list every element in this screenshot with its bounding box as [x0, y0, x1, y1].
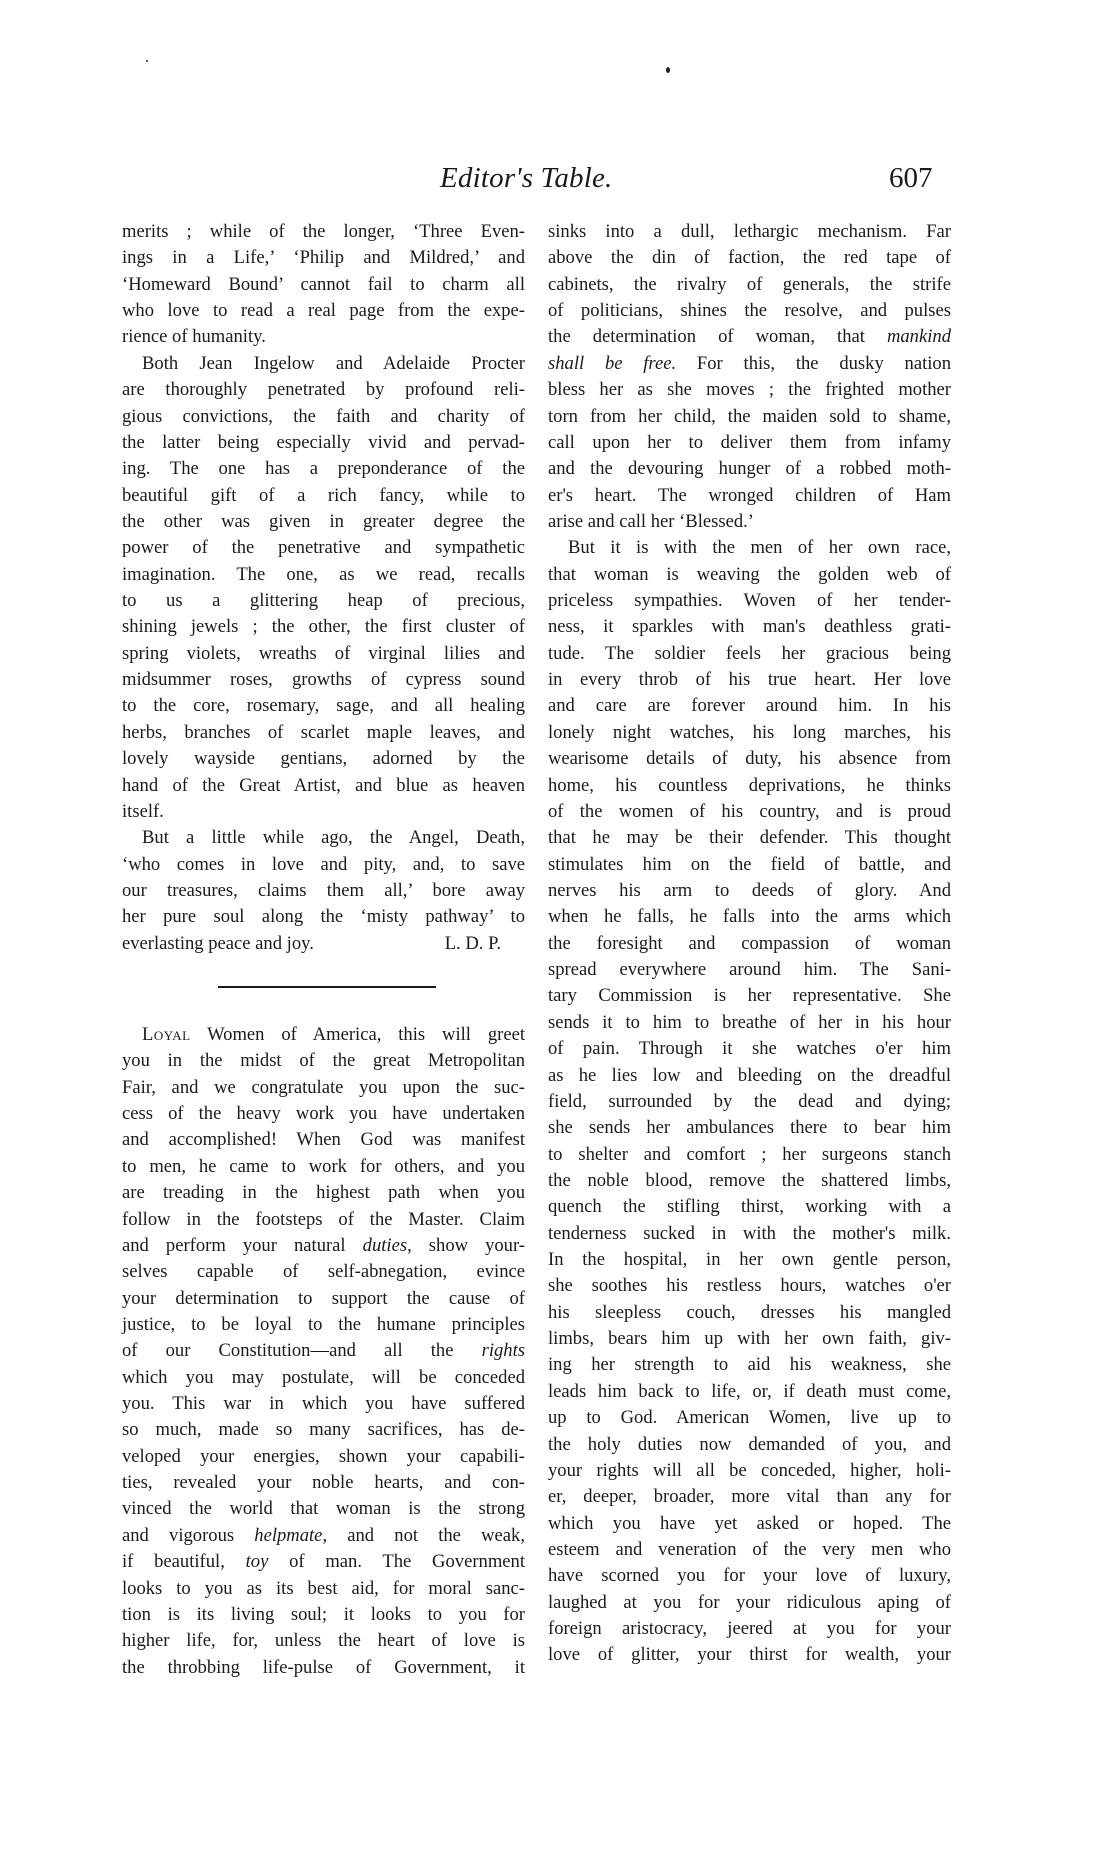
emphasis-toy: toy — [245, 1551, 269, 1573]
text-line: power of the penetrative and sympathetic — [122, 537, 525, 559]
text-line: follow in the footsteps of the Master. Claim — [122, 1208, 525, 1230]
paragraph-start: But a little while ago, the Angel, Death, — [142, 827, 525, 849]
text-line: sends it to him to breathe of her in his hour — [548, 1011, 951, 1033]
text-line: your rights will all be conceded, higher, holi- — [548, 1459, 951, 1481]
text-line: ness, it sparkles with man's deathless grati- — [548, 616, 951, 638]
text-line: to us a glittering heap of precious, — [122, 590, 525, 612]
text-line: have scorned you for your love of luxury, — [548, 1565, 951, 1587]
text-line: Fair, and we congratulate you upon the suc- — [122, 1076, 525, 1098]
scan-speck — [666, 67, 670, 73]
text-fragment: of man. The Government — [268, 1551, 526, 1573]
small-caps-lead: Loyal — [142, 1024, 191, 1045]
text-line: ties, revealed your noble hearts, and con- — [122, 1472, 525, 1494]
emphasis-shall-be-free: shall be free. — [548, 352, 677, 374]
text-line: ings in a Life,’ ‘Philip and Mildred,’ and — [122, 247, 525, 269]
author-initials: L. D. P. — [444, 932, 501, 954]
text-fragment: of our Constitution—and all the — [122, 1340, 482, 1362]
text-line: cess of the heavy work you have undertaken — [122, 1103, 525, 1125]
text-line: tion is its living soul; it looks to you for — [122, 1603, 525, 1625]
text-line: that he may be their defender. This thought — [548, 827, 951, 849]
signature-line — [122, 931, 525, 957]
text-line: when he falls, he falls into the arms which — [548, 906, 951, 928]
running-title: Editor's Table. — [440, 162, 613, 194]
text-line: quench the stifling thirst, working with a — [548, 1196, 951, 1218]
text-line: in every throb of his true heart. Her love — [548, 669, 951, 691]
text-line: the throbbing life-pulse of Government, it — [122, 1656, 525, 1678]
emphasis-helpmate: helpmate — [254, 1524, 323, 1546]
text-line: selves capable of self-abnegation, evince — [122, 1261, 525, 1283]
text-line: which you may postulate, will be conceded — [122, 1366, 525, 1388]
text-line: the holy duties now demanded of you, and — [548, 1433, 951, 1455]
text-line: justice, to be loyal to the humane principles — [122, 1313, 525, 1335]
text-line: leads him back to life, or, if death must come, — [548, 1380, 951, 1402]
text-line: tenderness sucked in with the mother's milk. — [548, 1222, 951, 1244]
text-line: esteem and veneration of the very men who — [548, 1538, 951, 1560]
text-line: as he lies low and bleeding on the dreadful — [548, 1064, 951, 1086]
text-line: lonely night watches, his long marches, his — [548, 721, 951, 743]
emphasis-mankind: mankind — [886, 326, 951, 348]
text-line: tary Commission is her representative. She — [548, 985, 951, 1007]
text-line: your determination to support the cause of — [122, 1287, 525, 1309]
text-line: torn from her child, the maiden sold to shame, — [548, 405, 951, 427]
text-line: she sends her ambulances there to bear him — [548, 1117, 951, 1139]
text-line: that woman is weaving the golden web of — [548, 563, 951, 585]
text-line: field, surrounded by the dead and dying; — [548, 1090, 951, 1112]
text-line: love of glitter, your thirst for wealth, your — [548, 1644, 951, 1666]
text-line: above the din of faction, the red tape of — [548, 247, 951, 269]
text-line: priceless sympathies. Woven of her tender- — [548, 590, 951, 612]
right-column — [548, 219, 951, 1669]
text-fragment: , show your- — [407, 1234, 525, 1256]
text-line: foreign aristocracy, jeered at you for your — [548, 1618, 951, 1640]
text-line: higher life, for, unless the heart of love is — [122, 1630, 525, 1652]
text-line: tude. The soldier feels her gracious being — [548, 642, 951, 664]
text-line: ing her strength to aid his weakness, she — [548, 1354, 951, 1376]
text-line — [122, 1338, 525, 1364]
text-line: er's heart. The wronged children of Ham — [548, 484, 951, 506]
page-number: 607 — [889, 162, 933, 194]
text-line: to men, he came to work for others, and you — [122, 1155, 525, 1177]
text-line: merits ; while of the longer, ‘Three Even- — [122, 221, 525, 242]
text-line: rience of humanity. — [122, 326, 266, 348]
paragraph-start — [122, 1022, 525, 1048]
text-line: arise and call her ‘Blessed.’ — [548, 510, 754, 532]
text-line: limbs, bears him up with her own faith, giv- — [548, 1328, 951, 1350]
left-column — [122, 219, 525, 957]
text-line: you in the midst of the great Metropolitan — [122, 1050, 525, 1072]
text-line: up to God. American Women, live up to — [548, 1407, 951, 1429]
text-line: the latter being especially vivid and pervad- — [122, 431, 525, 453]
text-line: the foresight and compassion of woman — [548, 932, 951, 954]
text-line: and accomplished! When God was manifest — [122, 1129, 525, 1151]
text-line: ‘who comes in love and pity, and, to save — [122, 853, 525, 875]
text-fragment: the determination of woman, that — [548, 326, 887, 348]
text-fragment: For this, the dusky nation — [676, 352, 951, 374]
text-line: and the devouring hunger of a robbed moth- — [548, 458, 951, 480]
text-line: her pure soul along the ‘misty pathway’ to — [122, 906, 525, 928]
text-line — [548, 324, 951, 350]
text-line: shining jewels ; the other, the first cluster of — [122, 616, 525, 638]
text-line: midsummer roses, growths of cypress sound — [122, 669, 525, 691]
text-line: the other was given in greater degree the — [122, 510, 525, 532]
text-line: ‘Homeward Bound’ cannot fail to charm all — [122, 273, 525, 295]
text-line: lovely wayside gentians, adorned by the — [122, 748, 525, 770]
text-fragment: if beautiful, — [122, 1551, 246, 1573]
text-line: home, his countless deprivations, he thinks — [548, 774, 951, 796]
text-line: who love to read a real page from the expe- — [122, 300, 525, 322]
text-fragment: Women of America, this will greet — [190, 1024, 525, 1045]
text-line: nerves his arm to deeds of glory. And — [548, 879, 951, 901]
text-line: and care are forever around him. In his — [548, 695, 951, 717]
text-line: bless her as she moves ; the frighted mother — [548, 379, 951, 401]
text-line: to shelter and comfort ; her surgeons stanch — [548, 1143, 951, 1165]
text-line: to the core, rosemary, sage, and all healing — [122, 695, 525, 717]
text-line: she soothes his restless hours, watches o'er — [548, 1275, 951, 1297]
text-line: are thoroughly penetrated by profound reli- — [122, 379, 525, 401]
text-line: er, deeper, broader, more vital than any for — [548, 1486, 951, 1508]
section-divider — [218, 986, 436, 988]
text-line: are treading in the highest path when you — [122, 1182, 525, 1204]
text-line: of the women of his country, and is proud — [548, 800, 951, 822]
text-line — [548, 351, 951, 377]
text-line: which you have yet asked or hoped. The — [548, 1512, 951, 1534]
paragraph-start: Both Jean Ingelow and Adelaide Procter — [142, 352, 525, 374]
text-line: beautiful gift of a rich fancy, while to — [122, 484, 525, 506]
text-line: his sleepless couch, dresses his mangled — [548, 1301, 951, 1323]
text-line: looks to you as its best aid, for moral sanc- — [122, 1577, 525, 1599]
closing-text: everlasting peace and joy. — [122, 932, 314, 954]
text-line: you. This war in which you have suffered — [122, 1393, 525, 1415]
text-line: In the hospital, in her own gentle person, — [548, 1249, 951, 1271]
text-line — [122, 1549, 525, 1575]
text-line: spread everywhere around him. The Sani- — [548, 959, 951, 981]
emphasis-duties: duties — [362, 1234, 408, 1256]
text-line — [122, 1523, 525, 1549]
text-line: stimulates him on the field of battle, and — [548, 853, 951, 875]
text-line: wearisome details of duty, his absence from — [548, 748, 951, 770]
text-line: so much, made so many sacrifices, has de- — [122, 1419, 525, 1441]
text-line: herbs, branches of scarlet maple leaves, and — [122, 721, 525, 743]
text-line: cabinets, the rivalry of generals, the strife — [548, 273, 951, 295]
text-fragment: , and not the weak, — [322, 1524, 525, 1546]
text-line: imagination. The one, as we read, recalls — [122, 563, 525, 585]
left-column-section-two — [122, 1022, 525, 1681]
text-line: hand of the Great Artist, and blue as heaven — [122, 774, 525, 796]
text-line: sinks into a dull, lethargic mechanism. Far — [548, 221, 951, 242]
text-line: itself. — [122, 800, 164, 822]
text-line: laughed at you for your ridiculous aping of — [548, 1591, 951, 1613]
text-fragment: and vigorous — [122, 1524, 255, 1546]
paragraph-start: But it is with the men of her own race, — [568, 537, 951, 559]
text-fragment: and perform your natural — [122, 1234, 363, 1256]
emphasis-rights: rights — [481, 1340, 525, 1362]
text-line: ing. The one has a preponderance of the — [122, 458, 525, 480]
text-line: vinced the world that woman is the strong — [122, 1498, 525, 1520]
text-line: the noble blood, remove the shattered limbs, — [548, 1169, 951, 1191]
text-line: veloped your energies, shown your capabili- — [122, 1445, 525, 1467]
text-line: spring violets, wreaths of virginal lilies and — [122, 642, 525, 664]
text-line: gious convictions, the faith and charity of — [122, 405, 525, 427]
text-line: of pain. Through it she watches o'er him — [548, 1038, 951, 1060]
text-line: of politicians, shines the resolve, and pulses — [548, 300, 951, 322]
text-line: our treasures, claims them all,’ bore away — [122, 879, 525, 901]
text-line — [122, 1233, 525, 1259]
text-line: call upon her to deliver them from infamy — [548, 431, 951, 453]
scan-speck — [146, 60, 148, 62]
